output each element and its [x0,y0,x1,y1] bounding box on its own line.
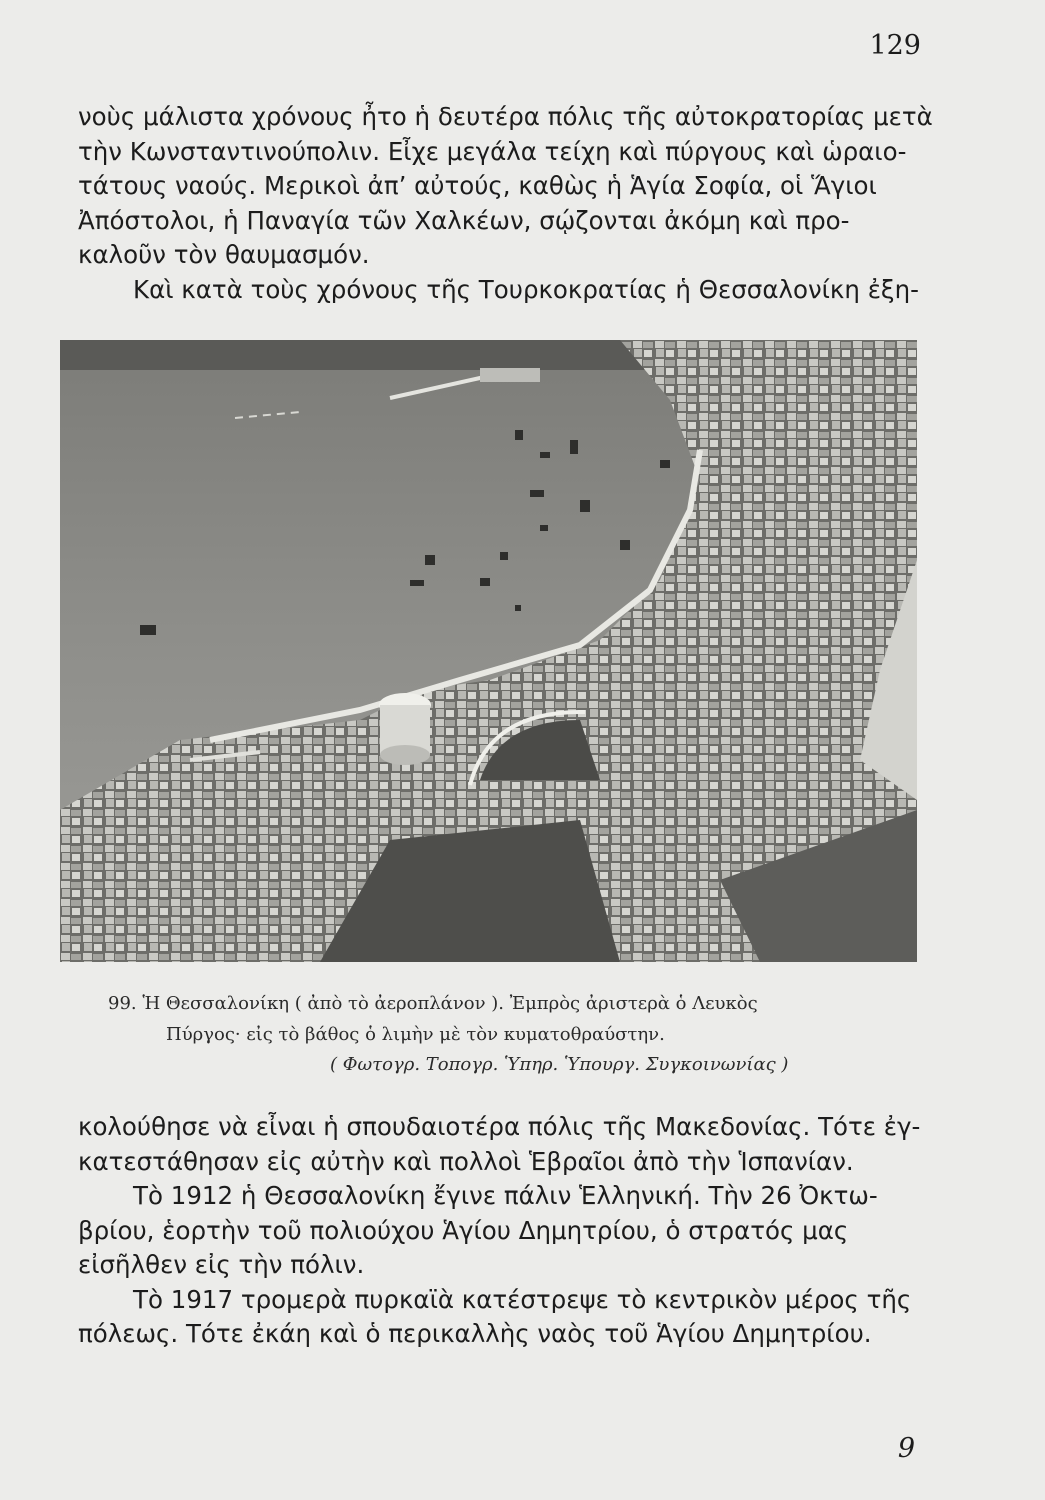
text-line: Καὶ κατὰ τοὺς χρόνους τῆς Τουρκοκρατίας ἡ Θεσσαλονίκη ἐξη- [133,274,919,304]
text-line: βρίου, ἑορτὴν τοῦ πολιούχου Ἁγίου Δημητρίου, ὁ στρατός μας [78,1215,849,1245]
text-line: κολούθησε νὰ εἶναι ἡ σπουδαιοτέρα πόλις τῆς Μακεδονίας. Τότε ἐγ- [78,1112,921,1141]
text-line: Ἀπόστολοι, ἡ Παναγία τῶν Χαλκέων, σῴζονται ἀκόμη καὶ προ- [78,205,850,235]
text-line: εἰσῆλθεν εἰς τὴν πόλιν. [78,1250,365,1279]
signature-mark: 9 [897,1433,915,1464]
photo-credit: ( Φωτογρ. Τοπογρ. Ὑπηρ. Ὑπουργ. Συγκοινωνίας ) [330,1054,789,1075]
text-line: τάτους ναούς. Μερικοὶ ἀπ’ αὐτούς, καθὼς ἡ Ἁγία Σοφία, οἱ Ἅγιοι [78,171,877,200]
page-number: 129 [869,30,921,61]
bottom-paragraph [78,1110,921,1352]
text-line: κατεστάθησαν εἰς αὐτὴν καὶ πολλοὶ Ἑβραῖοι ἀπὸ τὴν Ἱσπανίαν. [78,1146,854,1176]
text-line: νοὺς μάλιστα χρόνους ἦτο ἡ δευτέρα πόλις τῆς αὐτοκρατορίας μετὰ [78,102,933,131]
text-line: καλοῦν τὸν θαυμασμόν. [78,240,370,269]
top-paragraph [78,100,933,307]
aerial-photo-thessaloniki [60,340,917,962]
text-line: τὴν Κωνσταντινούπολιν. Εἶχε μεγάλα τείχη καὶ πύργους καὶ ὡραιο- [78,136,907,166]
text-line: Τὸ 1917 τρομερὰ πυρκαϊὰ κατέστρεψε τὸ κεντρικὸν μέρος τῆς [133,1284,912,1314]
aerial-photo-illustration [60,340,917,962]
text-line: πόλεως. Τότε ἐκάη καὶ ὁ περικαλλὴς ναὸς τοῦ Ἁγίου Δημητρίου. [78,1319,872,1348]
figure-caption: 99. Ἡ Θεσσαλονίκη ( ἀπὸ τὸ ἀεροπλάνον ). Ἐμπρὸς ἀριστερὰ ὁ Λευκὸς [108,993,758,1014]
text-line: Τὸ 1912 ἡ Θεσσαλονίκη ἔγινε πάλιν Ἑλληνική. Τὴν 26 Ὀκτω- [133,1181,878,1210]
figure-caption-continued: Πύργος· εἰς τὸ βάθος ὁ λιμὴν μὲ τὸν κυματοθραύστην. [166,1024,665,1045]
